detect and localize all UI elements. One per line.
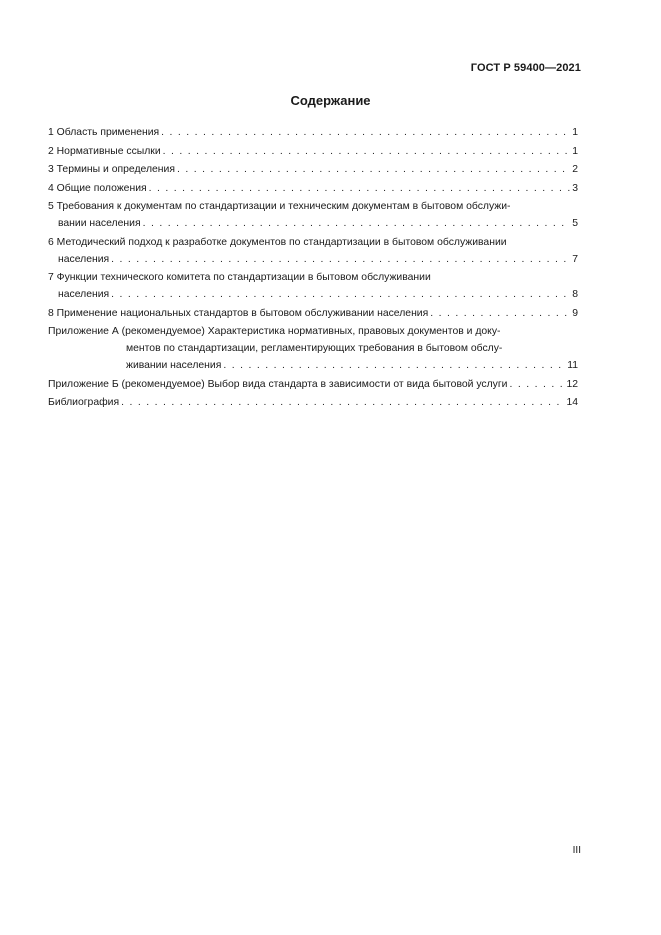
toc-entry-5[interactable] xyxy=(48,198,578,232)
toc-leader xyxy=(121,394,564,411)
toc-page-number: 1 xyxy=(572,127,578,138)
document-code: ГОСТ Р 59400—2021 xyxy=(470,62,581,74)
toc-entry-text: 1 Область применения xyxy=(48,127,160,138)
toc-entry-3[interactable] xyxy=(48,161,578,178)
page-number: III xyxy=(572,845,581,856)
toc-entry-text: 3 Термины и определения xyxy=(48,164,175,175)
toc-page-number: 5 xyxy=(572,218,578,229)
toc-page-number: 14 xyxy=(566,397,578,408)
toc-entry-text: Библиография xyxy=(48,397,120,408)
toc-entry-first-line: 6 Методический подход к разработке документов по стандартизации в бытовом обслуживании xyxy=(48,236,507,248)
toc-entry-2[interactable] xyxy=(48,143,578,160)
toc-entry-text: 2 Нормативные ссылки xyxy=(48,145,161,157)
toc-entry-text: 4 Общие положения xyxy=(48,182,147,194)
toc-page-number: 12 xyxy=(566,378,578,390)
table-of-contents xyxy=(48,124,578,413)
page-title: Содержание xyxy=(290,93,371,108)
toc-leader xyxy=(143,215,571,232)
toc-leader xyxy=(111,251,570,268)
toc-leader xyxy=(161,124,570,141)
toc-entry-6[interactable] xyxy=(48,234,578,268)
toc-leader xyxy=(223,357,565,374)
toc-page-number: 2 xyxy=(572,164,578,175)
toc-entry-text: населения xyxy=(58,289,110,300)
toc-entry-text: живании населения xyxy=(126,360,222,371)
toc-entry-1[interactable] xyxy=(48,124,578,141)
toc-leader xyxy=(149,180,571,197)
toc-page-number: 1 xyxy=(572,145,578,157)
toc-entry-8[interactable] xyxy=(48,305,578,322)
toc-entry-second-line: ментов по стандартизации, регламентирующих требования в бытовом обслу- xyxy=(126,343,503,354)
toc-entry-text: 8 Применение национальных стандартов в бытовом обслуживании населения xyxy=(48,307,429,319)
toc-entry-4[interactable] xyxy=(48,180,578,197)
toc-entry-bibliography[interactable] xyxy=(48,394,578,411)
toc-entry-text: Приложение Б (рекомендуемое) Выбор вида стандарта в зависимости от вида бытовой услуги xyxy=(48,378,508,390)
toc-page-number: 8 xyxy=(572,289,578,300)
toc-leader xyxy=(163,143,571,160)
toc-leader xyxy=(111,286,570,303)
toc-entry-appendix-a[interactable] xyxy=(48,323,578,374)
toc-page-number: 3 xyxy=(572,182,578,194)
toc-leader xyxy=(509,376,564,393)
toc-entry-first-line: 7 Функции технического комитета по стандартизации в бытовом обслуживании xyxy=(48,272,431,283)
toc-entry-first-line: Приложение А (рекомендуемое) Характеристика нормативных, правовых документов и доку- xyxy=(48,326,501,337)
toc-page-number: 9 xyxy=(572,307,578,319)
toc-entry-7[interactable] xyxy=(48,269,578,303)
toc-leader xyxy=(177,161,570,178)
toc-leader xyxy=(430,305,570,322)
toc-page-number: 7 xyxy=(572,253,578,265)
toc-entry-appendix-b[interactable] xyxy=(48,376,578,393)
toc-entry-text: вании населения xyxy=(58,218,141,229)
toc-page-number: 11 xyxy=(567,360,578,371)
toc-entry-first-line: 5 Требования к документам по стандартизации и техническим документам в бытовом обслужи- xyxy=(48,201,511,212)
toc-entry-text: населения xyxy=(58,253,110,265)
